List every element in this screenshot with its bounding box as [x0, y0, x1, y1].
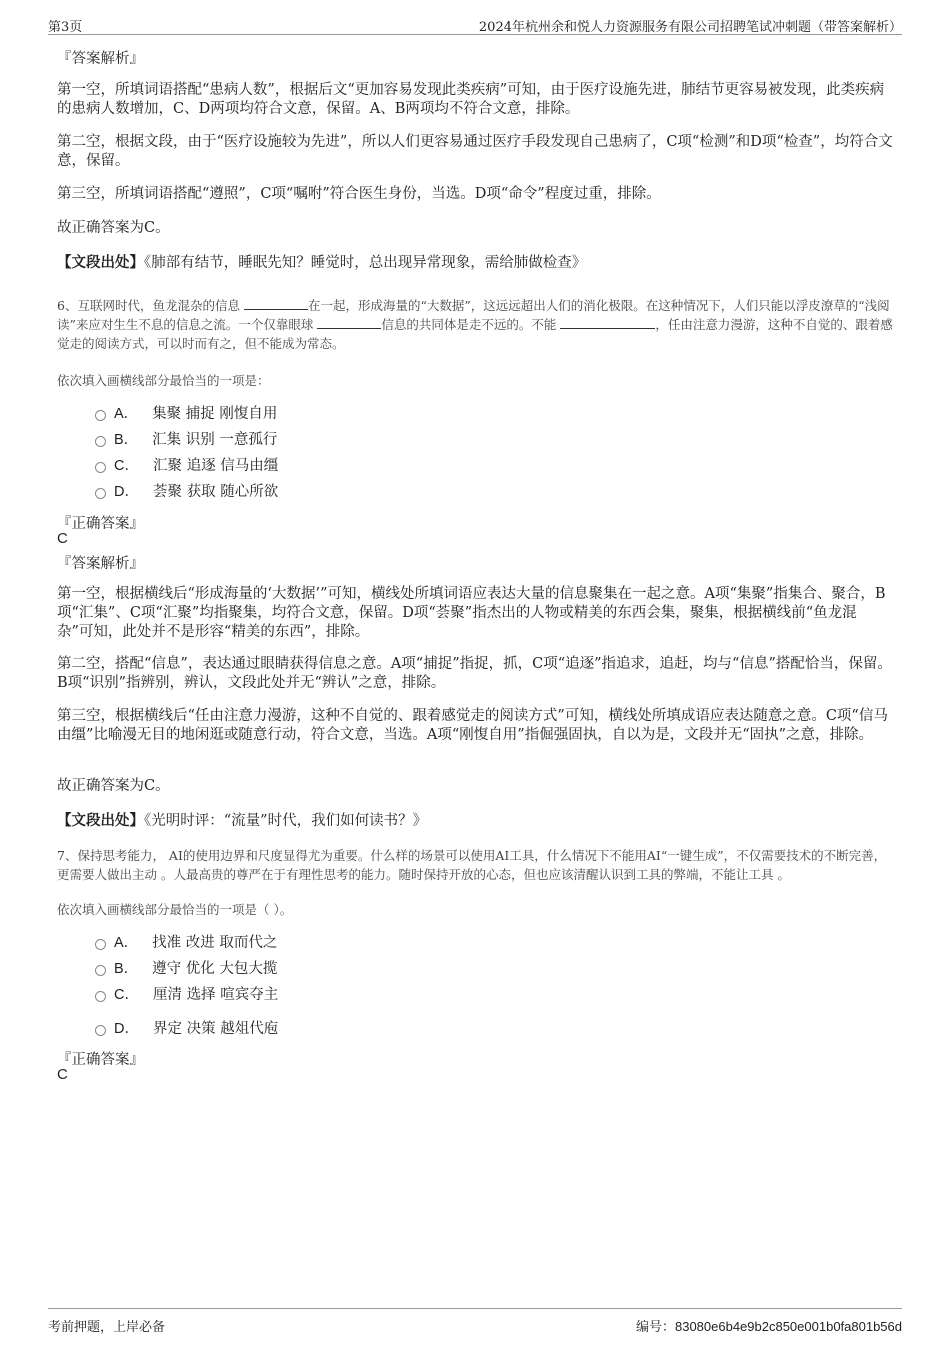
q6-source-label: 【文段出处】 — [57, 812, 144, 829]
q6-analysis-paragraph-3: 第三空，根据横线后“任由注意力漫游，这种不自觉的、跟着感觉走的阅读方式”可知，横线处所填成语应表达随意之意。C项“信马由缰”比喻漫无目的地闲逛或随意行动，符合文意，当选。A项“刚愎自用”指倔强固执，自以为是，文段并无“固执”之意，排除。 — [57, 708, 888, 743]
radio-icon[interactable] — [95, 1025, 106, 1036]
q6-conclusion: 故正确答案为C。 — [57, 778, 170, 794]
q6-correct-answer: C — [57, 530, 68, 547]
blank-3 — [560, 316, 655, 329]
q6-option-c[interactable]: C． 汇聚 追逐 信马由缰 — [95, 456, 278, 476]
q6-option-a[interactable]: A． 集聚 捕捉 刚愎自用 — [95, 404, 277, 424]
radio-icon[interactable] — [95, 410, 106, 421]
page-footer — [48, 1308, 902, 1337]
q6-analysis-paragraph-2: 第二空，搭配“信息”，表达通过眼睛获得信息之意。A项“捕捉”指捉，抓，C项“追逐”指追求，追赶，均与“信息”搭配恰当，保留。B项“识别”指辨别，辨认，文段此处并无“辨认”之意，排除。 — [57, 656, 892, 691]
radio-icon[interactable] — [95, 488, 106, 499]
footer-slogan: 考前押题，上岸必备 — [48, 1320, 166, 1335]
q6-correct-label: 『正确答案』 — [57, 516, 144, 532]
page-header — [48, 12, 902, 35]
q6-stem-part-b: 在一起，形成海量的“大数据”，这远远超出人们的消化极限。在这种情况下，人们只能以浮皮潦草的“浅阅读”来应对生生不息的信息之流。一个仅靠眼球 — [57, 298, 890, 332]
q7-correct-label: 『正确答案』 — [57, 1052, 144, 1068]
radio-icon[interactable] — [95, 965, 106, 976]
analysis-paragraph-3: 第三空，所填词语搭配“遵照”，C项“嘱咐”符合医生身份，当选。D项“命令”程度过重，排除。 — [57, 186, 661, 202]
q6-source-text: 《光明时评：“流量”时代，我们如何读书？》 — [144, 813, 428, 829]
q6-stem-part-c: 信息的共同体是走不远的。不能 — [381, 317, 561, 332]
conclusion: 故正确答案为C。 — [57, 220, 170, 236]
question-7-stem: 7、保持思考能力， AI的使用边界和尺度显得尤为重要。什么样的场景可以使用AI工具，什么情况下不能用AI“一键生成”，不仅需要技术的不断完善，更需要人做出主动 。人最高贵的尊严在于有理性思考的能力。随时保持开放的心态，但也应该清醒认识到工具的弊端，不能让工具 。 — [57, 848, 887, 882]
q7-option-c[interactable]: C． 厘清 选择 喧宾夺主 — [95, 985, 278, 1005]
radio-icon[interactable] — [95, 939, 106, 950]
q7-option-a[interactable]: A． 找准 改进 取而代之 — [95, 933, 277, 953]
q7-option-b[interactable]: B． 遵守 优化 大包大揽 — [95, 959, 277, 979]
analysis-label: 『答案解析』 — [57, 51, 144, 67]
question-6-stem — [57, 296, 893, 353]
analysis-paragraph-1: 第一空，所填词语搭配“患病人数”，根据后文“更加容易发现此类疾病”可知，由于医疗设施先进，肺结节更容易被发现，此类疾病的患病人数增加，C、D两项均符合文意，保留。A、B两项均不符合文意，排除。 — [57, 82, 885, 117]
q6-stem-part-d: ，任由注意力漫游，这种不自觉的、跟着感觉走的阅读方式，可以时而有之，但不能成为常态。 — [57, 317, 893, 351]
source-text: 《肺部有结节，睡眠先知？睡觉时，总出现异常现象，需给肺做检查》 — [144, 255, 587, 271]
page-number: 第3页 — [48, 20, 83, 35]
blank-1 — [244, 297, 308, 310]
q6-analysis-label: 『答案解析』 — [57, 556, 144, 572]
blank-2 — [317, 316, 381, 329]
source-line — [57, 253, 893, 273]
q6-source-line — [57, 811, 893, 831]
q6-option-d[interactable]: D． 荟聚 获取 随心所欲 — [95, 482, 278, 502]
radio-icon[interactable] — [95, 436, 106, 447]
source-label: 【文段出处】 — [57, 254, 144, 271]
q6-instruction: 依次填入画横线部分最恰当的一项是： — [57, 373, 270, 388]
q7-instruction: 依次填入画横线部分最恰当的一项是（ ）。 — [57, 902, 293, 917]
q7-option-d[interactable]: D． 界定 决策 越俎代庖 — [95, 1019, 278, 1039]
document-title: 2024年杭州余和悦人力资源服务有限公司招聘笔试冲刺题（带答案解析） — [478, 20, 902, 35]
document-code: 编号：83080e6b4e9b2c850e001b0fa801b56d — [635, 1319, 902, 1335]
analysis-paragraph-2: 第二空，根据文段，由于“医疗设施较为先进”，所以人们更容易通过医疗手段发现自己患病了，C项“检测”和D项“检查”，均符合文意，保留。 — [57, 134, 893, 169]
q7-correct-answer: C — [57, 1066, 68, 1083]
radio-icon[interactable] — [95, 462, 106, 473]
q6-analysis-paragraph-1: 第一空，根据横线后“形成海量的‘大数据’”可知，横线处所填词语应表达大量的信息聚集在一起之意。A项“集聚”指集合、聚合，B项“汇集”、C项“汇聚”均指聚集，均符合文意，保留。D项“荟聚”指杰出的人物或精美的东西会集，聚集，根据横线前“鱼龙混杂”可知，此处并不是形容“精美的东西”，排除。 — [57, 586, 886, 640]
q6-option-b[interactable]: B． 汇集 识别 一意孤行 — [95, 430, 277, 450]
radio-icon[interactable] — [95, 991, 106, 1002]
q6-stem-part-a: 6、互联网时代，鱼龙混杂的信息 — [57, 298, 244, 313]
